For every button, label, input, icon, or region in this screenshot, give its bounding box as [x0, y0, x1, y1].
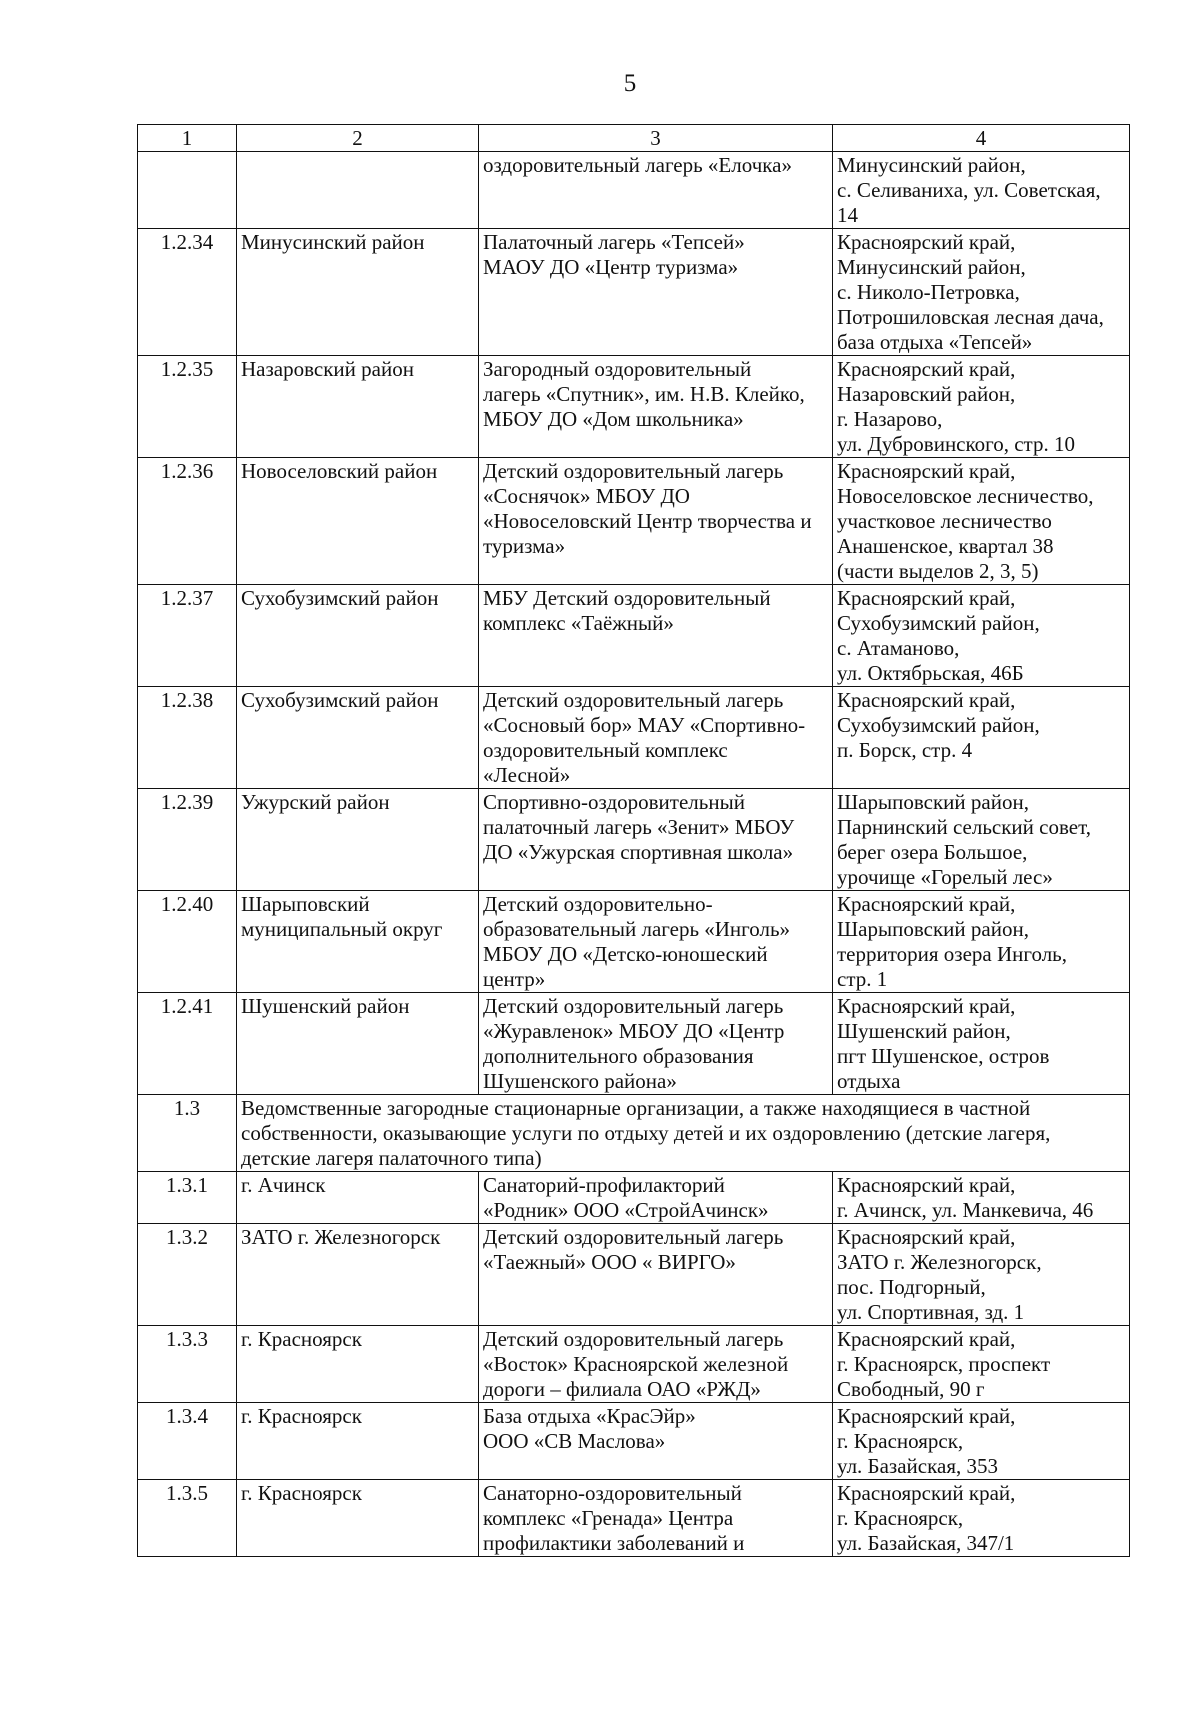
row-number: 1.2.40 [138, 891, 237, 993]
district-cell: Новоселовский район [237, 458, 479, 585]
table-row [138, 687, 1130, 789]
address-cell: Красноярский край, Новоселовское лесничество, участковое лесничество Анашенское, квартал 38 (части выделов 2, 3, 5) [833, 458, 1130, 585]
table-row [138, 1326, 1130, 1403]
table-row [138, 152, 1130, 229]
table-row [138, 1224, 1130, 1326]
row-number: 1.2.36 [138, 458, 237, 585]
section-title: Ведомственные загородные стационарные организации, а также находящиеся в частной собственности, оказывающие услуги по отдыху детей и их оздоровлению (детские лагеря, детские лагеря палаточного типа) [237, 1095, 1130, 1172]
row-number: 1.2.38 [138, 687, 237, 789]
district-cell: г. Ачинск [237, 1172, 479, 1224]
table-row [138, 891, 1130, 993]
row-number: 1.3.1 [138, 1172, 237, 1224]
organization-cell: Детский оздоровительный лагерь «Соснячок» МБОУ ДО «Новоселовский Центр творчества и туризма» [479, 458, 833, 585]
row-number: 1.3.5 [138, 1480, 237, 1557]
address-cell: Красноярский край, г. Ачинск, ул. Манкевича, 46 [833, 1172, 1130, 1224]
section-row [138, 1095, 1130, 1172]
camps-table [137, 124, 1130, 1557]
organization-cell: Детский оздоровительный лагерь «Сосновый бор» МАУ «Спортивно- оздоровительный комплекс «Лесной» [479, 687, 833, 789]
district-cell: г. Красноярск [237, 1403, 479, 1480]
organization-cell: Палаточный лагерь «Тепсей» МАОУ ДО «Центр туризма» [479, 229, 833, 356]
address-cell: Красноярский край, г. Красноярск, ул. Базайская, 353 [833, 1403, 1130, 1480]
header-col-1: 1 [138, 125, 237, 152]
row-number: 1.3.3 [138, 1326, 237, 1403]
organization-cell: Детский оздоровительный лагерь «Журавленок» МБОУ ДО «Центр дополнительного образования Шушенского района» [479, 993, 833, 1095]
organization-cell: Санаторно-оздоровительный комплекс «Гренада» Центра профилактики заболеваний и [479, 1480, 833, 1557]
table-row [138, 229, 1130, 356]
address-cell: Красноярский край, Шушенский район, пгт Шушенское, остров отдыха [833, 993, 1130, 1095]
row-number: 1.2.34 [138, 229, 237, 356]
address-cell: Красноярский край, Сухобузимский район, п. Борск, стр. 4 [833, 687, 1130, 789]
row-number: 1.2.41 [138, 993, 237, 1095]
organization-cell: Спортивно-оздоровительный палаточный лагерь «Зенит» МБОУ ДО «Ужурская спортивная школа» [479, 789, 833, 891]
row-number: 1.2.35 [138, 356, 237, 458]
district-cell: Шарыповский муниципальный округ [237, 891, 479, 993]
table-header-row [138, 125, 1130, 152]
address-cell: Красноярский край, г. Красноярск, ул. Базайская, 347/1 [833, 1480, 1130, 1557]
district-cell: Сухобузимский район [237, 585, 479, 687]
address-cell: Красноярский край, Назаровский район, г. Назарово, ул. Дубровинского, стр. 10 [833, 356, 1130, 458]
district-cell: Минусинский район [237, 229, 479, 356]
row-number: 1.2.37 [138, 585, 237, 687]
address-cell: Красноярский край, Шарыповский район, территория озера Инголь, стр. 1 [833, 891, 1130, 993]
district-cell: Сухобузимский район [237, 687, 479, 789]
header-col-3: 3 [479, 125, 833, 152]
address-cell: Красноярский край, Сухобузимский район, с. Атаманово, ул. Октябрьская, 46Б [833, 585, 1130, 687]
table-row [138, 356, 1130, 458]
district-cell [237, 152, 479, 229]
address-cell: Красноярский край, ЗАТО г. Железногорск, пос. Подгорный, ул. Спортивная, зд. 1 [833, 1224, 1130, 1326]
district-cell: г. Красноярск [237, 1326, 479, 1403]
organization-cell: База отдыха «КрасЭйр» ООО «СВ Маслова» [479, 1403, 833, 1480]
organization-cell: Детский оздоровительно- образовательный лагерь «Инголь» МБОУ ДО «Детско-юношеский центр» [479, 891, 833, 993]
header-col-4: 4 [833, 125, 1130, 152]
table-row [138, 585, 1130, 687]
district-cell: ЗАТО г. Железногорск [237, 1224, 479, 1326]
district-cell: Назаровский район [237, 356, 479, 458]
table-row [138, 1403, 1130, 1480]
organization-cell: оздоровительный лагерь «Елочка» [479, 152, 833, 229]
organization-cell: Детский оздоровительный лагерь «Таежный» ООО « ВИРГО» [479, 1224, 833, 1326]
address-cell: Шарыповский район, Парнинский сельский совет, берег озера Большое, урочище «Горелый лес» [833, 789, 1130, 891]
district-cell: Ужурский район [237, 789, 479, 891]
row-number: 1.3.2 [138, 1224, 237, 1326]
section-number: 1.3 [138, 1095, 237, 1172]
address-cell: Красноярский край, г. Красноярск, проспект Свободный, 90 г [833, 1326, 1130, 1403]
address-cell: Красноярский край, Минусинский район, с. Николо-Петровка, Потрошиловская лесная дача, база отдыха «Тепсей» [833, 229, 1130, 356]
row-number [138, 152, 237, 229]
table-row [138, 1172, 1130, 1224]
organization-cell: Загородный оздоровительный лагерь «Спутник», им. Н.В. Клейко, МБОУ ДО «Дом школьника» [479, 356, 833, 458]
organization-cell: Санаторий-профилакторий «Родник» ООО «СтройАчинск» [479, 1172, 833, 1224]
table-row [138, 1480, 1130, 1557]
table-row [138, 993, 1130, 1095]
address-cell: Минусинский район, с. Селиваниха, ул. Советская, 14 [833, 152, 1130, 229]
district-cell: Шушенский район [237, 993, 479, 1095]
district-cell: г. Красноярск [237, 1480, 479, 1557]
page-number: 5 [623, 70, 637, 97]
row-number: 1.2.39 [138, 789, 237, 891]
table-row [138, 458, 1130, 585]
header-col-2: 2 [237, 125, 479, 152]
organization-cell: МБУ Детский оздоровительный комплекс «Таёжный» [479, 585, 833, 687]
table-row [138, 789, 1130, 891]
row-number: 1.3.4 [138, 1403, 237, 1480]
organization-cell: Детский оздоровительный лагерь «Восток» Красноярской железной дороги – филиала ОАО «РЖД» [479, 1326, 833, 1403]
